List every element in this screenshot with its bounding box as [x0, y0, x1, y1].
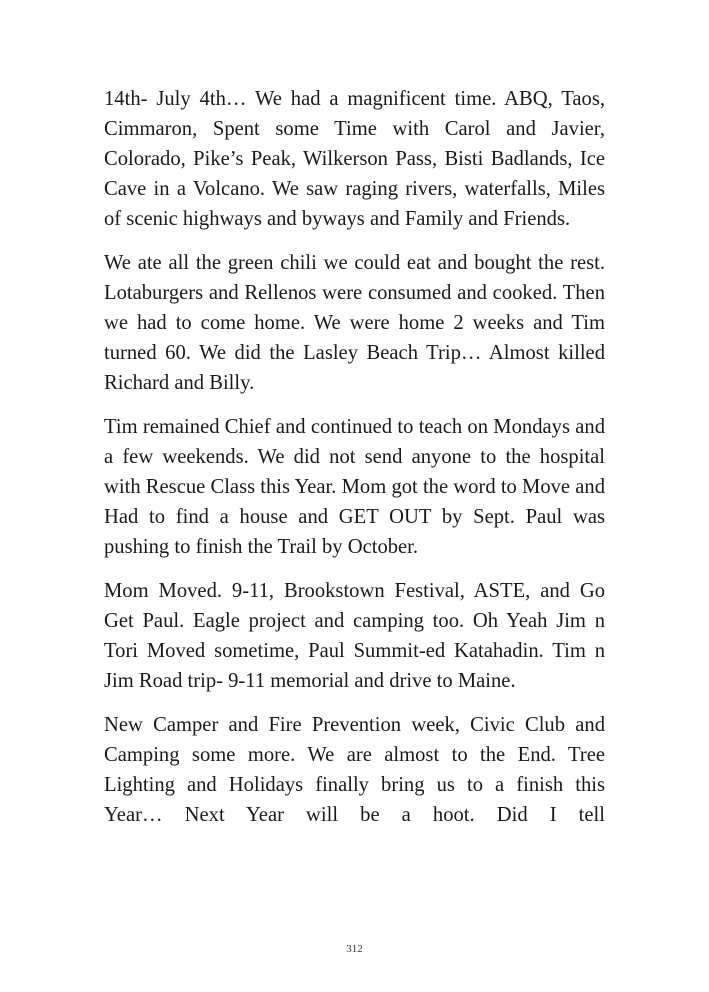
paragraph-3: Tim remained Chief and continued to teach on Mondays and a few weekends. We did not send anyone to the hospital with Rescue Class this Year. Mom got the word to Move and Had to find a house and GET OUT by Sept. Paul was pushing to finish the Trail by October.: [104, 416, 605, 558]
paragraph-2: We ate all the green chili we could eat and bought the rest. Lotaburgers and Rellenos were consumed and cooked. Then we had to come home. We were home 2 weeks and Tim turned 60. We did the Lasley Beach Trip… Almost killed Richard and Billy.: [104, 252, 605, 394]
paragraph-1: 14th- July 4th… We had a magnificent time. ABQ, Taos, Cimmaron, Spent some Time with Carol and Javier, Colorado, Pike’s Peak, Wilkerson Pass, Bisti Badlands, Ice Cave in a Volcano. We saw raging rivers, waterfalls, Miles of scenic highways and byways and Family and Friends.: [104, 88, 605, 230]
paragraph-5: New Camper and Fire Prevention week, Civic Club and Camping some more. We are almost to the End. Tree Lighting and Holidays finally bring us to a finish this Year… Next Year will be a hoot. Did I tell: [104, 714, 605, 826]
page-number: 312: [346, 943, 363, 955]
paragraph-4: Mom Moved. 9-11, Brookstown Festival, ASTE, and Go Get Paul. Eagle project and camping too. Oh Yeah Jim n Tori Moved sometime, Paul Summit-ed Katahadin. Tim n Jim Road trip- 9-11 memorial and drive to Maine.: [104, 580, 605, 692]
body-text: [104, 84, 605, 830]
